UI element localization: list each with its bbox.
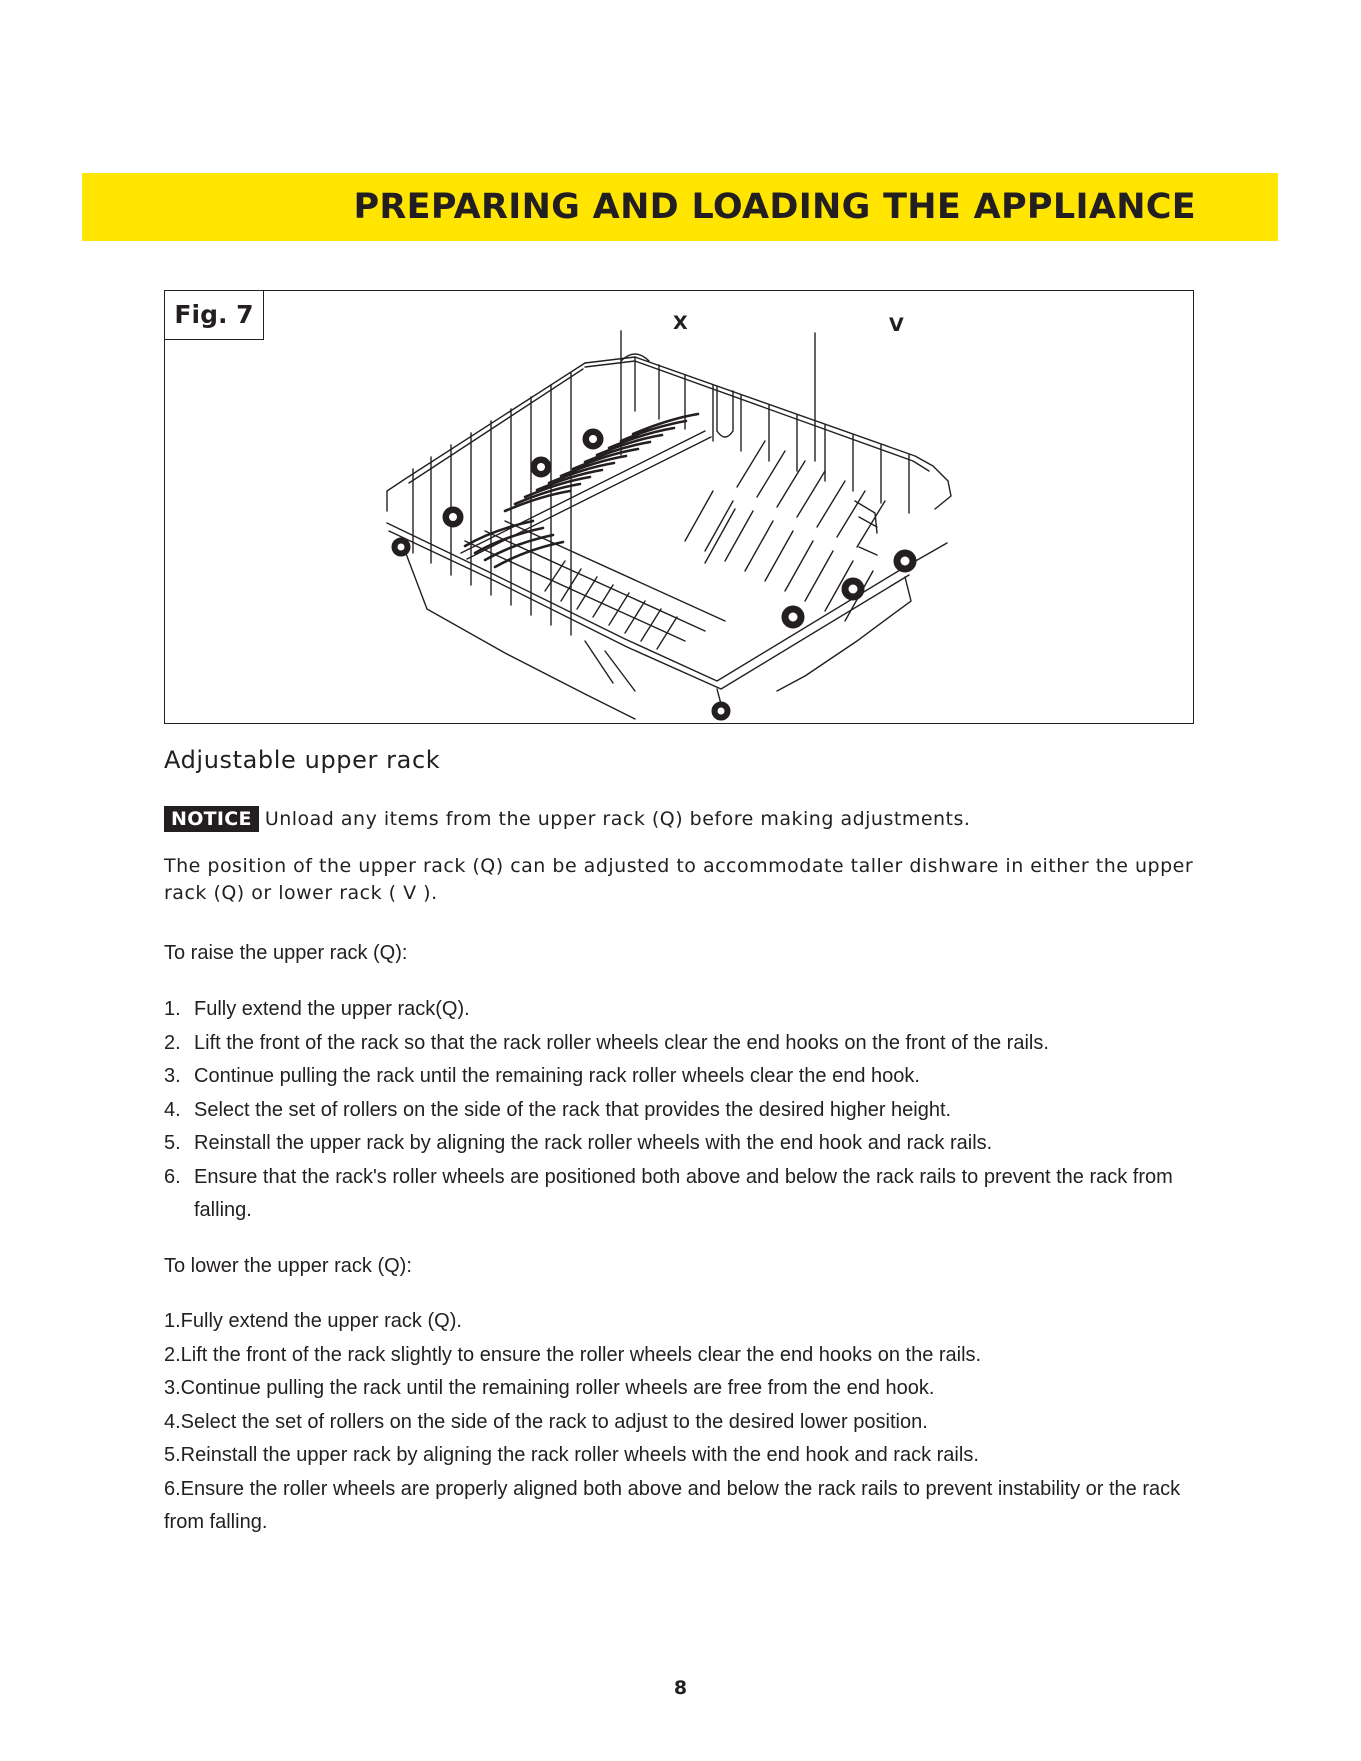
step-text: Lift the front of the rack so that the rack roller wheels clear the end hooks on the front of the rails. [194,1031,1049,1054]
notice-badge: NOTICE [164,806,259,832]
callout-x-label: X [673,312,688,334]
list-item: 1.Fully extend the upper rack (Q). [164,1310,462,1332]
list-item: 6.Ensure the roller wheels are properly aligned both above and below the rack rails to prevent instability or the rack from falling. [164,1477,1181,1533]
notice-text: Unload any items from the upper rack (Q) before making adjustments. [264,808,971,830]
list-item [164,1027,1224,1061]
list-item [164,1094,1224,1128]
list-item [164,993,1224,1027]
header-banner [82,173,1278,241]
step-number: 3. [164,1065,181,1087]
list-item [164,1060,1224,1094]
step-text: Reinstall the upper rack by aligning the rack roller wheels with the end hook and rack rails. [194,1132,993,1154]
step-number: 4. [164,1098,181,1121]
page-number: 8 [673,1677,688,1699]
list-item [164,1127,1224,1161]
step-number: 5. [164,1132,181,1154]
list-item: 3.Continue pulling the rack until the remaining roller wheels are free from the end hook. [164,1377,935,1399]
step-text: Select the set of rollers on the side of the rack that provides the desired higher height. [194,1098,952,1121]
notice-row [164,806,970,832]
lower-procedure-title: To lower the upper rack (Q): [164,1255,412,1277]
raise-procedure-title: To raise the upper rack (Q): [164,942,408,964]
list-item: 5.Reinstall the upper rack by aligning the rack roller wheels with the end hook and rack rails. [164,1444,979,1466]
page-title: PREPARING AND LOADING THE APPLIANCE [353,187,1196,227]
step-text: Ensure that the rack's roller wheels are positioned both above and below the rack rails to prevent the rack from falling. [194,1165,1173,1221]
step-number: 6. [164,1165,181,1188]
figure-7 [164,290,1194,724]
lower-steps-list [164,1305,1224,1540]
list-item: 4.Select the set of rollers on the side of the rack to adjust to the desired lower position. [164,1410,928,1433]
section-heading: Adjustable upper rack [164,746,441,774]
step-text: Continue pulling the rack until the remaining rack roller wheels clear the end hook. [194,1065,920,1087]
step-number: 1. [164,998,181,1020]
intro-paragraph: The position of the upper rack (Q) can be adjusted to accommodate taller dishware in either the upper rack (Q) or lower rack ( V ). [164,855,1194,904]
list-item [164,1161,1224,1228]
list-item: 2.Lift the front of the rack slightly to ensure the roller wheels clear the end hooks on the rails. [164,1343,982,1366]
raise-steps-list [164,993,1224,1228]
step-number: 2. [164,1031,181,1054]
step-text: Fully extend the upper rack(Q). [194,998,470,1020]
rack-illustration [165,291,1192,722]
figure-label: Fig. 7 [165,291,264,340]
callout-v-label: V [889,314,904,336]
